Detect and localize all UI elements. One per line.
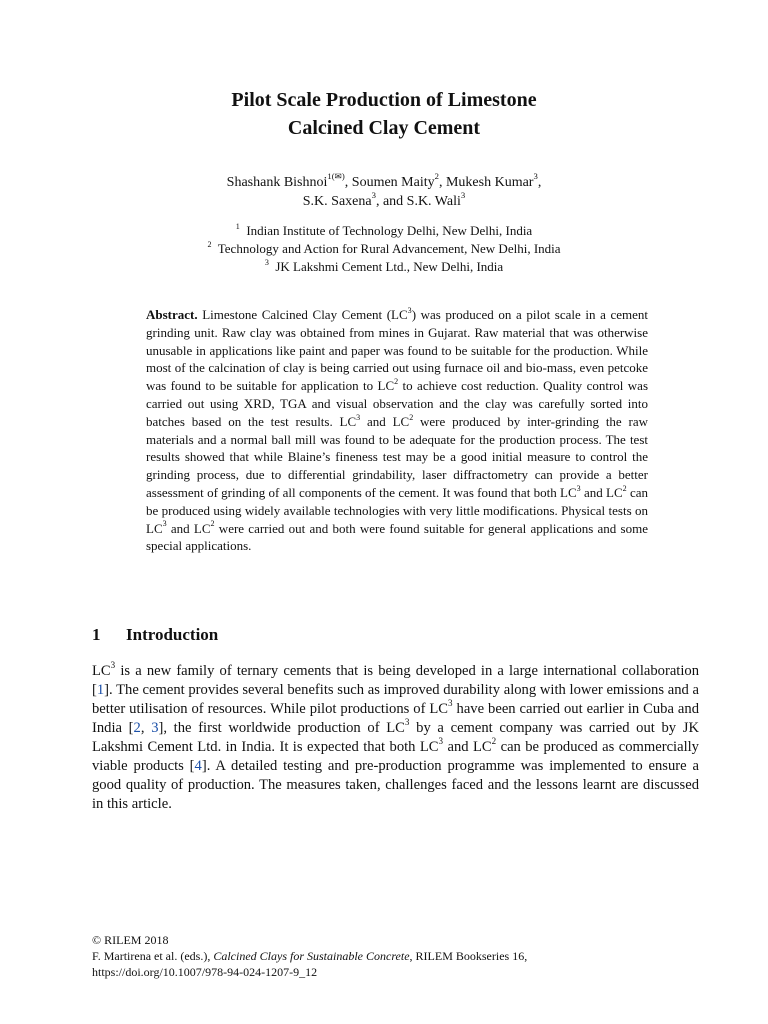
abstract-text: and LC: [360, 413, 410, 429]
book-title: Calcined Clays for Sustainable Concrete: [213, 949, 410, 963]
citation-link-1[interactable]: 1: [96, 682, 105, 698]
author-name: Shashank Bishnoi: [226, 175, 328, 190]
body-text: ]. A detailed testing and pre-production programme was implemented to ensure a good quality of production. The measures taken, challenges faced and the lessons learnt are discussed in this article.: [92, 758, 699, 812]
citation-editors: F. Martirena et al. (eds.),: [92, 949, 214, 963]
author-affiliation-mark: 2: [434, 171, 439, 182]
body-text: ], the first worldwide production of LC: [158, 720, 405, 736]
author-name: , Soumen Maity: [344, 175, 435, 190]
citation-link-3[interactable]: 3: [151, 720, 159, 736]
book-citation: [92, 948, 712, 964]
abstract-text: were produced by inter-grinding the raw materials and a normal ball mill was found to be adequate for the production process. The test results showed that while Blaine’s fineness test may be a good initial measure to control the grinding process, due to differential grindability, laser diffractometry can provide a better assessment of grinding of all components of the cement. It was found that both LC: [146, 413, 648, 500]
affiliation-text: JK Lakshmi Cement Ltd., New Delhi, India: [275, 259, 504, 274]
superscript: 3: [448, 698, 453, 709]
paper-title-line-1: Pilot Scale Production of Limestone: [231, 89, 537, 111]
superscript: 3: [438, 736, 444, 747]
abstract-text: were carried out and both were found suitable for general applications and some special applications.: [146, 520, 648, 554]
author-affiliation-mark: 3: [533, 171, 538, 182]
author-name: S.K. Saxena: [302, 194, 372, 209]
section-number: 1: [92, 625, 101, 644]
section-title: Introduction: [126, 625, 219, 644]
body-text: ,: [140, 720, 152, 736]
superscript: 2: [622, 483, 627, 493]
body-text: LC: [92, 663, 111, 679]
body-text: by a cement company was carried out by JK Lakshmi Cement Ltd. in India. It is expected that both LC: [92, 720, 700, 755]
abstract-label: Abstract.: [146, 307, 198, 322]
doi-link[interactable]: https://doi.org/10.1007/978-94-024-1207-9_12: [92, 965, 318, 979]
paper-title: [0, 86, 768, 142]
abstract-text: to achieve cost reduction. Quality control was carried out using XRD, TGA and visual observation and the clay was carefully sorted into batches based on the test results. LC: [146, 378, 648, 429]
superscript: 3: [576, 483, 581, 493]
affiliation-item: [0, 222, 768, 240]
citation-link-2[interactable]: 2: [133, 720, 141, 736]
abstract-text: ) was produced on a pilot scale in a cement grinding unit. Raw clay was obtained from mines in Gujarat. Raw material that was otherwise unusable in applications like paint and paper was found to be suitable for the production. While most of the calcination of clay is being carried out using furnace oil and bio-mass, even petcoke was found to be suitable for application to LC: [146, 307, 648, 394]
superscript: 3: [356, 412, 361, 422]
author-affiliation-mark: 1(✉): [327, 171, 345, 182]
affiliation-number: 2: [207, 239, 212, 249]
citation-series: , RILEM Bookseries 16,: [409, 949, 528, 963]
superscript: 3: [404, 717, 410, 728]
copyright-notice: © RILEM 2018: [92, 933, 169, 947]
author-list: [0, 173, 768, 211]
author-name: , Mukesh Kumar: [438, 175, 534, 190]
abstract-text: and LC: [580, 484, 623, 500]
author-affiliation-mark: 3: [371, 190, 376, 201]
superscript: 3: [407, 305, 412, 315]
affiliation-number: 1: [235, 221, 240, 231]
body-text: is a new family of ternary cements that is being developed in a large international collaboration [: [92, 663, 699, 698]
body-text: can be produced as commercially viable products [: [92, 739, 699, 774]
superscript: 3: [110, 660, 116, 671]
introduction-paragraph: [92, 662, 699, 814]
superscript: 2: [210, 519, 215, 529]
affiliation-item: [0, 240, 768, 258]
paper-title-line-2: Calcined Clay Cement: [287, 117, 481, 139]
affiliation-text: Technology and Action for Rural Advancement, New Delhi, India: [217, 241, 561, 256]
body-text: have been carried out earlier in Cuba and India [: [92, 701, 699, 736]
affiliation-number: 3: [264, 257, 269, 267]
section-heading-introduction: [92, 624, 218, 646]
page-footer: [92, 932, 712, 980]
abstract-text: can be produced using widely available technologies with very little modifications. Physical tests on LC: [146, 484, 649, 536]
author-name: , and S.K. Wali: [375, 194, 461, 209]
affiliation-list: [0, 222, 768, 276]
abstract-text: and LC: [166, 520, 211, 536]
citation-link-4[interactable]: 4: [194, 758, 202, 774]
author-affiliation-mark: 3: [460, 190, 466, 201]
superscript: 3: [162, 519, 167, 529]
body-text: ]. The cement provides several benefits such as improved durability along with lower emissions and a better utilisation of resources. While pilot productions of LC: [92, 682, 699, 717]
author-line-1: [0, 173, 768, 192]
superscript: 2: [394, 377, 399, 387]
author-separator: ,: [537, 175, 542, 190]
body-text: and LC: [443, 739, 492, 755]
abstract-block: [146, 306, 648, 555]
abstract-text: Limestone Calcined Clay Cement (LC: [197, 307, 408, 322]
superscript: 2: [409, 412, 414, 422]
affiliation-text: Indian Institute of Technology Delhi, New Delhi, India: [246, 223, 533, 238]
author-line-2: [0, 192, 768, 211]
superscript: 2: [491, 736, 497, 747]
affiliation-item: [0, 258, 768, 276]
